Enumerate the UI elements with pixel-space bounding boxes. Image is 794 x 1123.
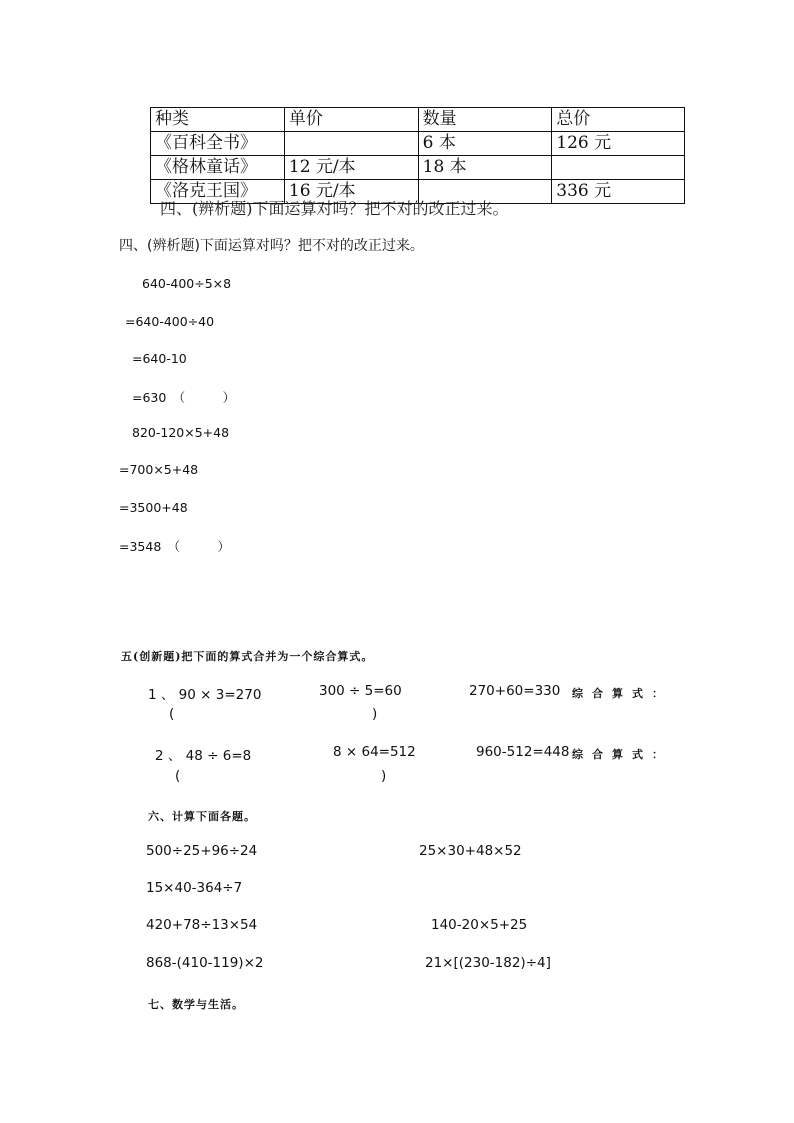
- table-header-row: [151, 108, 685, 132]
- section-6-title: 六、计算下面各题。: [148, 810, 256, 823]
- table-cell: [552, 156, 685, 180]
- table-cell: 16 元/本: [284, 180, 418, 204]
- calc-line: =640-400÷40: [125, 314, 215, 329]
- section-4-title: 四、(辨析题)下面运算对吗？把不对的改正过来。: [119, 238, 424, 254]
- problem: 500÷25+96÷24: [146, 843, 258, 859]
- table-cell: 6 本: [418, 132, 552, 156]
- calc-line: =3548 （ ）: [119, 539, 231, 554]
- table-row: [151, 132, 685, 156]
- formula-row1-b: 300 ÷ 5=60: [319, 683, 402, 699]
- combined-formula-label: 综合算式：: [572, 748, 672, 761]
- section-7-title: 七、数学与生活。: [148, 998, 244, 1011]
- table-cell: 《百科全书》: [151, 132, 285, 156]
- formula-row2-c: 960-512=448: [476, 744, 570, 760]
- table-header-cell: 种类: [151, 108, 285, 132]
- table-cell: 《格林童话》: [151, 156, 285, 180]
- problem: 420+78÷13×54: [146, 917, 258, 933]
- answer-paren-close: ): [372, 706, 378, 722]
- problem: 15×40-364÷7: [146, 880, 243, 896]
- problem: 21×[(230-182)÷4]: [425, 955, 551, 971]
- problem: 25×30+48×52: [419, 843, 522, 859]
- clipped-text-fragment: 四、(辨析题)下面运算对吗？把不对的改正过来。: [160, 199, 509, 218]
- formula-row2-b: 8 × 64=512: [333, 744, 416, 760]
- problem: 140-20×5+25: [431, 917, 528, 933]
- price-table: [150, 107, 685, 204]
- answer-paren-open: (: [175, 768, 181, 784]
- table-cell: 《洛克王国》: [151, 180, 285, 204]
- table-cell: 126 元: [552, 132, 685, 156]
- combined-formula-label: 综合算式：: [572, 687, 672, 700]
- formula-row2-a: 2 、 48 ÷ 6=8: [155, 748, 252, 764]
- calc-line: =3500+48: [119, 500, 188, 515]
- formula-row1-c: 270+60=330: [469, 683, 561, 699]
- calc-line: 820-120×5+48: [132, 425, 230, 440]
- calc-line: =640-10: [132, 351, 187, 366]
- table-header-cell: 总价: [552, 108, 685, 132]
- problem: 868-(410-119)×2: [146, 955, 264, 971]
- table-row: [151, 156, 685, 180]
- table-cell: 18 本: [418, 156, 552, 180]
- formula-row1-a: 1 、 90 × 3=270: [148, 687, 262, 703]
- calc-line: =630 （ ）: [132, 390, 236, 405]
- table-cell: 12 元/本: [284, 156, 418, 180]
- answer-paren-close: ): [381, 768, 387, 784]
- calc-line: =700×5+48: [119, 462, 199, 477]
- table-header-cell: 单价: [284, 108, 418, 132]
- table-cell: [284, 132, 418, 156]
- calc-line: 640-400÷5×8: [142, 276, 232, 291]
- answer-paren-open: (: [169, 706, 175, 722]
- section-5-title: 五(创新题)把下面的算式合并为一个综合算式。: [121, 650, 374, 663]
- table-cell: 336 元: [552, 180, 685, 204]
- table-header-cell: 数量: [418, 108, 552, 132]
